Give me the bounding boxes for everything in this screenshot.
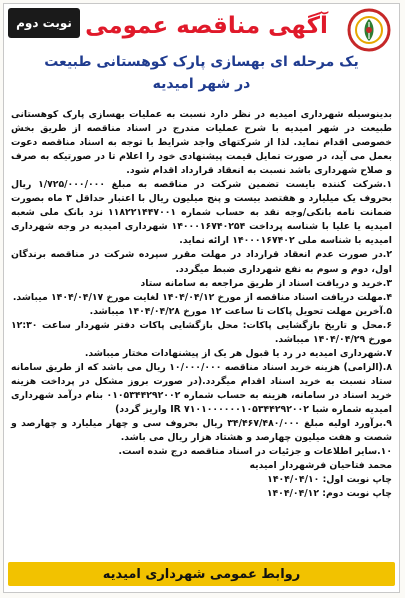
clause-3: ۳.خرید و دریافت اسناد از طریق مراجعه به سامانه ستاد xyxy=(140,277,392,289)
clause-1: ۱.شرکت کننده بایست تضمین شرکت در مناقصه به مبلغ ۱/۷۲۵/۰۰۰/۰۰۰ ریال بحروف یک میلیارد و هفتصد بیست و پنج میلیون ریال با اعتبار حداقل ۳ ماه بصورت ضمانت نامه بانکی/وجه نقد به حساب شماره ۱۱۸۲۲۱۴۴۷۰۰۱ نزد بانک ملی شعبه امیدیه یا علیا با شناسه پرداخت ۱۴۰۰۰۱۶۷۴۰۲۵۴ شهرداری امیدیه در وجه شهرداری امیدیه با شناسه ملی ۱۴۰۰۰۱۶۷۴۰۲ ارائه نماید. xyxy=(11,179,393,247)
footer-label: روابط عمومی شهرداری امیدیه xyxy=(102,566,301,582)
notice-frame xyxy=(3,3,400,593)
signatory: محمد فتاحیان فرشهردار امیدیه xyxy=(249,460,392,472)
clause-2: ۲.در صورت عدم انعقاد قرارداد در مهلت مقرر سپرده شرکت در مناقصه برندگان اول، دوم و سوم به نفع شهرداری ضبط میگردد. xyxy=(11,249,392,275)
second-print-date: چاپ نوبت دوم: ۱۴۰۴/۰۴/۱۲ xyxy=(266,488,392,500)
round-badge: نوبت دوم xyxy=(8,8,80,38)
footer-bar xyxy=(8,562,395,586)
first-print-date: چاپ نوبت اول: ۱۴۰۴/۰۴/۱۰ xyxy=(267,474,392,486)
clause-6: ۶.محل و تاریخ بازگشایی پاکات: محل بازگشایی پاکات دفتر شهردار ساعت ۱۲:۳۰ مورخ ۱۴۰۴/۰۴/۲۹ میباشد. xyxy=(11,319,392,345)
notice-body xyxy=(11,108,392,556)
clause-4: ۴.مهلت دریافت اسناد مناقصه از مورخ ۱۴۰۴/۰۴/۱۲ لغایت مورخ ۱۴۰۴/۰۴/۱۷ میباشد. xyxy=(12,291,392,303)
clause-5: ۵.آخرین مهلت تحویل پاکات تا ساعت ۱۲ مورخ ۱۴۰۴/۰۴/۲۸ میباشد. xyxy=(89,305,392,317)
clause-7: ۷.شهرداری امیدیه در رد یا قبول هر یک از پیشنهادات مختار میباشد. xyxy=(84,347,392,359)
clause-10: ۱۰.سایر اطلاعات و جزئیات در اسناد مناقصه درج شده است. xyxy=(118,446,392,458)
clause-8: ۸.(الزامی) هزینه خرید اسناد مناقصه ۱۰/۰۰۰/۰۰۰ ریال می باشد که از طریق سامانه ستاد نسبت به خرید اسناد اقدام میگردد.(در صورت بروز مشکل در پرداخت هزینه خرید اسناد در سامانه، هزینه به حساب شماره ۰۱۰۵۳۴۴۲۹۲۰۰۲ بنام درآمد شهرداری امیدیه شماره شبا IR ۷۱۰۱۰۰۰۰۰۰۱۰۵۳۴۴۲۹۲۰۰۲ واریز گردد) xyxy=(11,361,392,415)
clause-9: ۹.برآورد اولیه مبلغ ۳۴/۴۶۷/۴۸۰/۰۰۰ ریال بحروف سی و چهار میلیارد و چهارصد و شصت و هفت میلیون چهارصد و هشتاد هزار ریال می باشد. xyxy=(11,418,392,444)
project-location: در شهر امیدیه xyxy=(152,76,251,92)
intro-paragraph: بدینوسیله شهرداری امیدیه در نظر دارد نسبت به عملیات بهسازی پارک کوهستانی طبیعت در شهر امیدیه با شرح عملیات مندرج در اسناد مناقصه از طریق بخش خصوصی اقدام نماید. لذا از شرکتهای واجد شرایط با توجه به اسناد مناقصه دعوت بعمل می آید، در صورت تمایل قیمت پیشنهادی خود را اعلام تا در صورتیکه به صرف و صلاح شهرداری باشد نسبت به انعقاد قرارداد اقدام شود. xyxy=(11,109,392,177)
notice-title: آگهی مناقصه عمومی xyxy=(85,13,328,39)
project-title: یک مرحله ای بهسازی پارک کوهستانی طبیعت xyxy=(44,54,359,70)
municipality-emblem-icon xyxy=(347,8,391,52)
